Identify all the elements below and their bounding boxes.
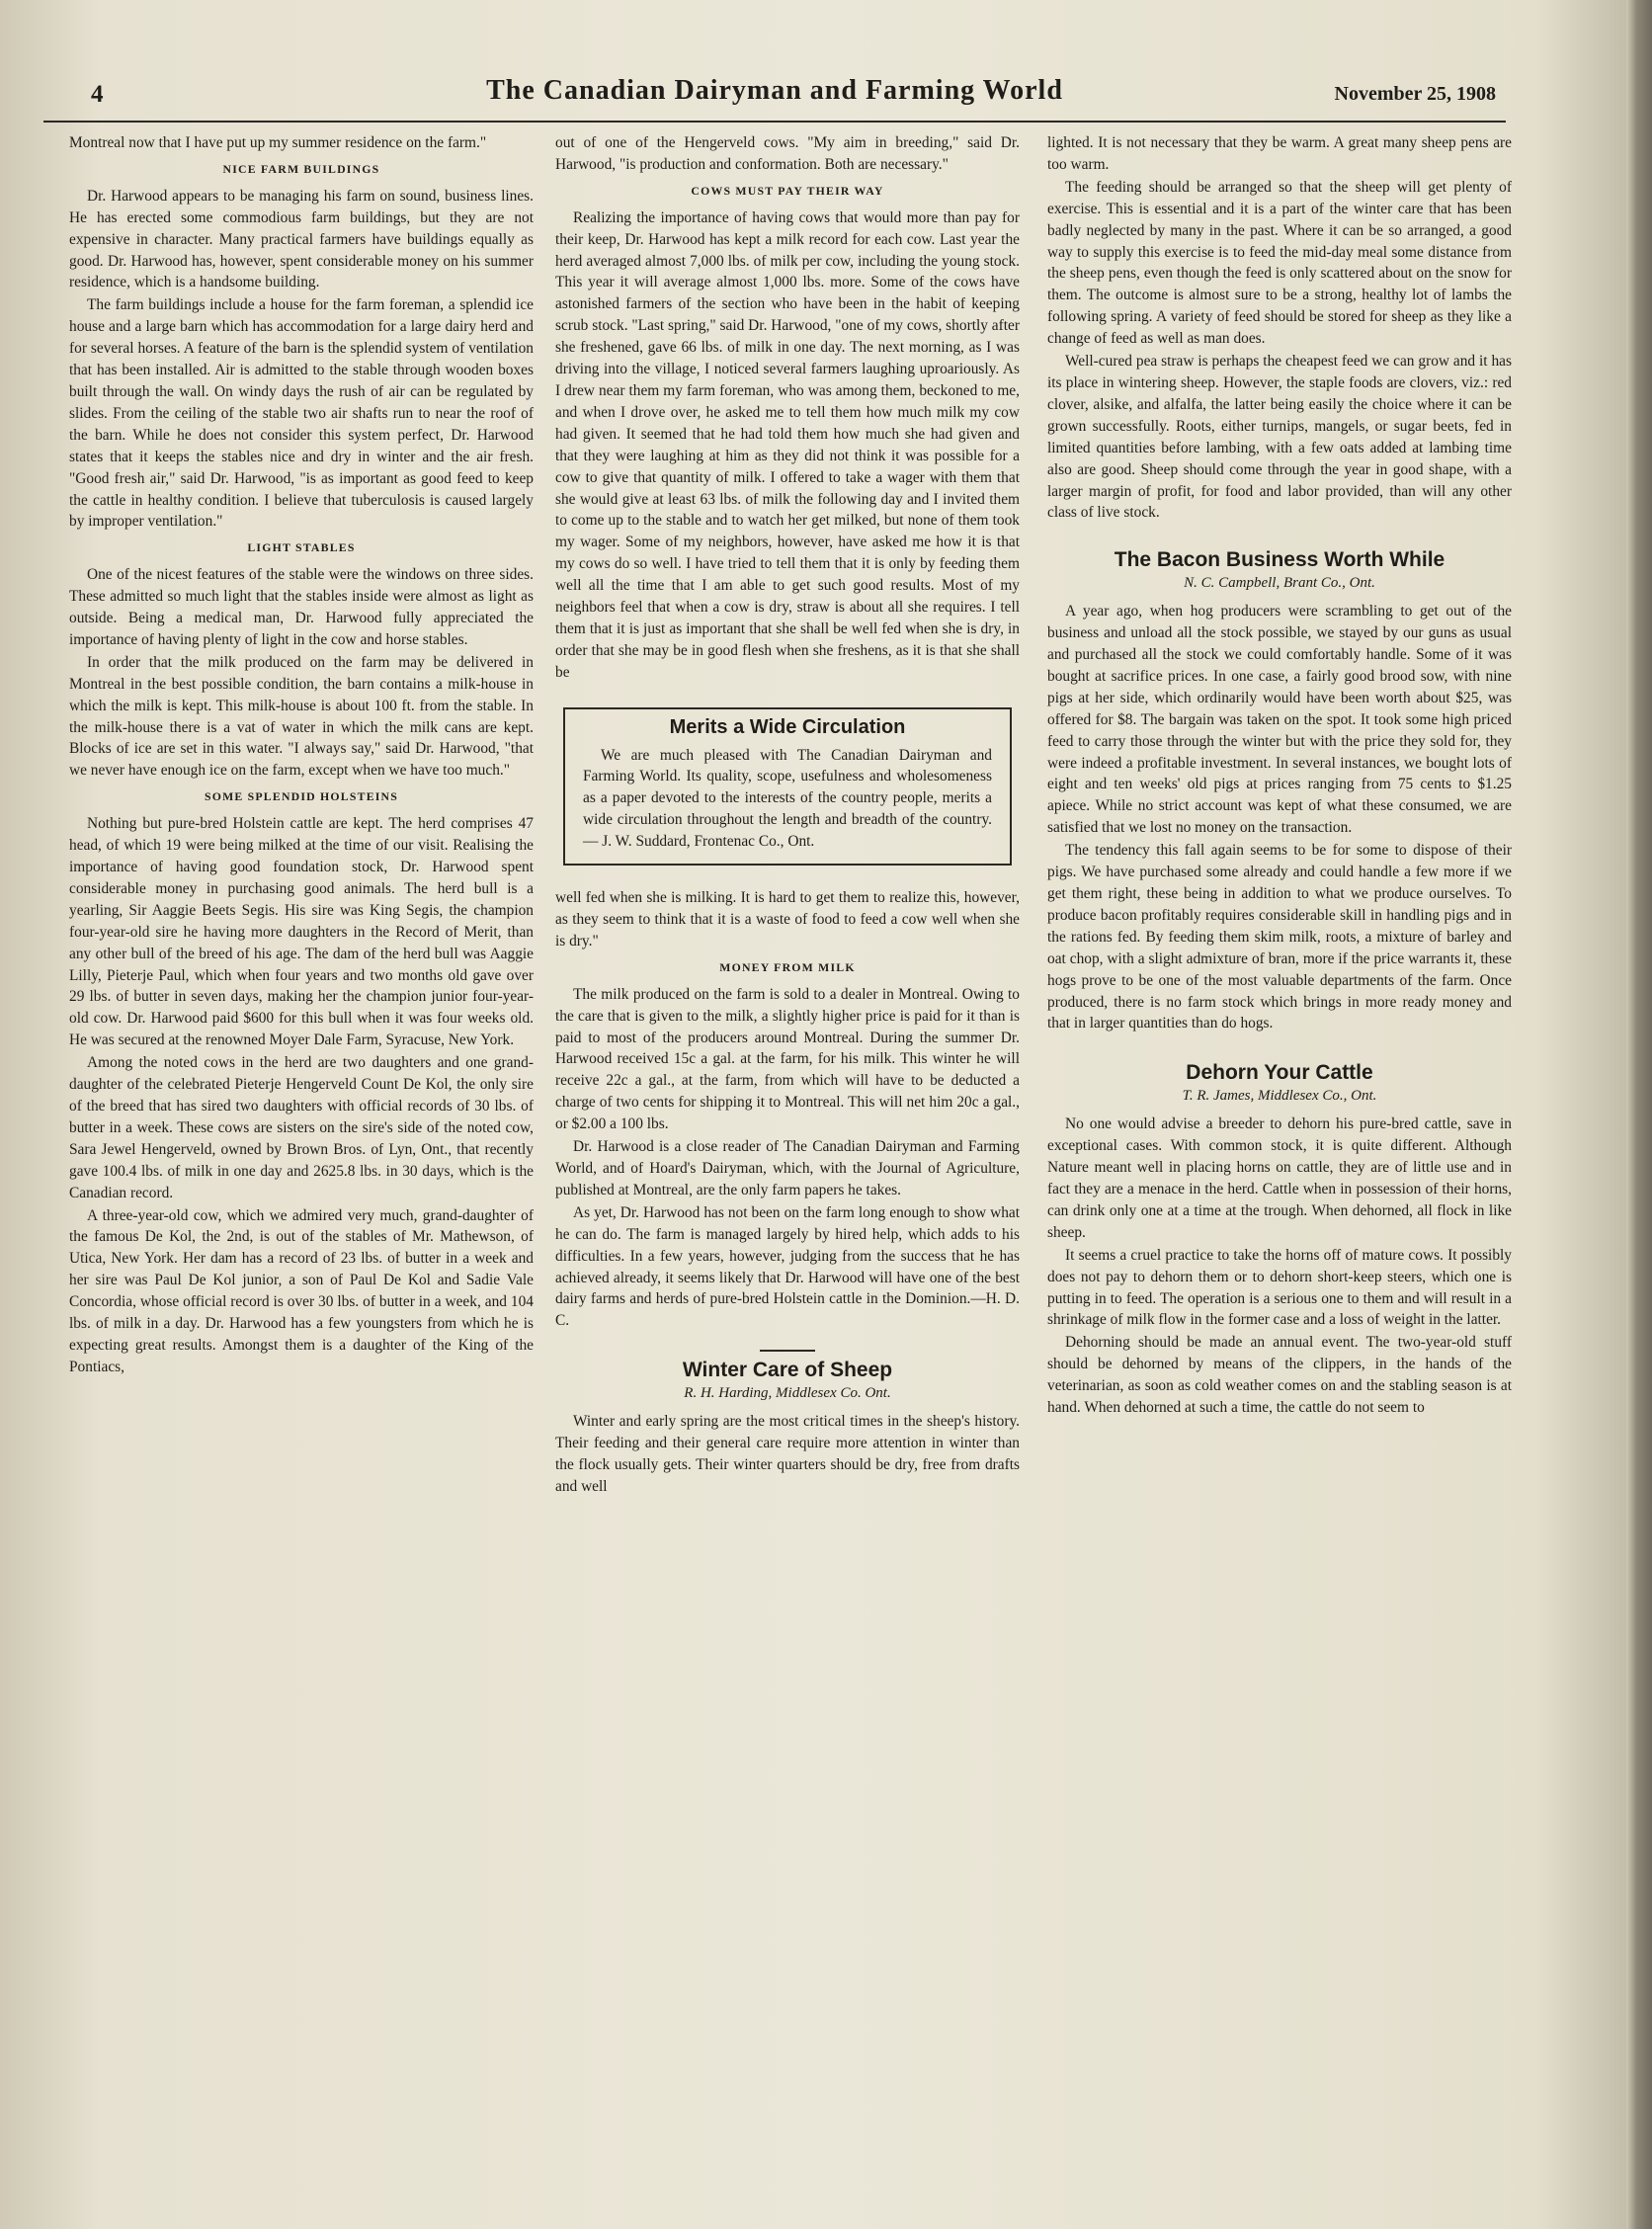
paragraph: Dr. Harwood appears to be managing his farm on sound, business lines. He has erected some commodious farm buildings, but they are not expensive in character. Many practical farmers have buildings equally as good. Dr. Harwood has, however, spent considerable money on his summer residence, which is a handsome building. [69,187,534,291]
divider-rule [760,1350,815,1352]
paragraph: The farm buildings include a house for the farm foreman, a splendid ice house and a large barn which has accommodation for a large dairy herd and for several horses. A feature of the barn is the splendid system of ventilation that has been installed. Air is admitted to the stable through wooden boxes built through the wall. On windy days the rush of air can be regulated by slides. From the ceiling of the stable two air shafts run to near the roof of the barn. While he does not consider this system perfect, Dr. Harwood states that it keeps the stables nice and dry in winter and the air fresh. "Good fresh air," said Dr. Harwood, "is as important as good feed to keep the cattle in healthy condition. I believe that tuberculosis is caused largely by improper ventilation." [69,296,534,531]
paragraph: As yet, Dr. Harwood has not been on the farm long enough to show what he can do. The farm is managed largely by hired help, which adds to his difficulties. In a few years, however, judging from the success that he has achieved already, it seems likely that Dr. Harwood will have one of the best dairy farms and herds of pure-bred Holstein cattle in the Dominion.—H. D. C. [555,1203,1020,1330]
publication-title: The Canadian Dairyman and Farming World [486,75,1063,106]
column-3 [1047,132,1512,1420]
paragraph: Nothing but pure-bred Holstein cattle are kept. The herd comprises 47 head, of which 19 were being milked at the time of our visit. Realising the importance of having good foundation stock, Dr. Harwood spent considerable money in purchasing good animals. The herd bull is a yearling, Sir Aaggie Beets Segis. His sire was King Segis, the champion four-year-old sire he having more daughters in the Record of Merit, than any other bull of the breed of his age. The dam of the herd bull was Aaggie Lilly, Pieterje Paul, which when four years and two months old gave over 29 lbs. of butter in seven days, making her the champion junior four-year-old cow. Dr. Harwood paid $600 for this bull when it was four weeks old. He was secured at the renowned Moyer Dale Farm, Syracuse, New York. [69,815,534,1049]
paragraph: Dehorning should be made an annual event. The two-year-old stuff should be dehorned by means of the clippers, in the hands of the veterinarian, as soon as cold weather comes on and the stabling season is at hand. When dehorned at such a time, the cattle do not seem to [1047,1334,1512,1417]
paragraph: Winter and early spring are the most critical times in the sheep's history. Their feeding and their general care require more attention in winter than the flock usually gets. Their winter quarters should be dry, free from drafts and well [555,1413,1020,1495]
article-headline: Winter Care of Sheep [682,1359,893,1382]
section-subhead: MONEY FROM MILK [719,959,856,974]
testimonial-box [563,707,1012,866]
paragraph: It seems a cruel practice to take the horns off of mature cows. It possibly does not pay to dehorn them or to dehorn short-keep steers, which one is putting in to feed. The operation is a serious one to them and will result in a shrinkage of milk flow in the former case and a loss of weight in the latter. [1047,1246,1512,1329]
paragraph: Dr. Harwood is a close reader of The Canadian Dairyman and Farming World, and of Hoard's Dairyman, which, with the Journal of Agriculture, published at Montreal, are the only farm papers he takes. [555,1138,1020,1198]
paragraph: Realizing the importance of having cows that would more than pay for their keep, Dr. Harwood has kept a milk record for each cow. Last year the herd averaged almost 7,000 lbs. of milk per cow, including the young stock. This year it will average almost 1,000 lbs. more. Some of the cows have astonished farmers of the section who have been in the habit of keeping scrub stock. "Last spring," said Dr. Harwood, "one of my cows, shortly after she freshened, gave 66 lbs. of milk in one day. The next morning, as I was driving into the village, I noticed several farmers laughing uproariously. As I drew near them my farm foreman, who was among them, beckoned to me, and when I drove over, he asked me to tell them how much milk my cow had given. It seemed that he had told them how much she had given and that they were laughing at him as they did not think it was possible for a cow to give that quantity of milk. I offered to take a wager with them that she would give at least 63 lbs. of milk the following day and I invited them to come up to the stable and to watch her get milked, but none of them took my wager. Some of my neighbors, however, have asked me how it is that my cows do so well. I have tried to tell them that it is only by feeding them well all the time that I am able to get such good results. Most of my neighbors feel that when a cow is dry, straw is about all she requires. I tell them that it is just as important that she shall be well fed when she is dry, in order that she may be in good flesh when she freshens, as it is that she shall be [555,208,1020,681]
paragraph: Montreal now that I have put up my summer residence on the farm." [69,134,487,151]
box-title: Merits a Wide Circulation [669,715,906,738]
issue-date: November 25, 1908 [1334,83,1496,105]
paragraph: The milk produced on the farm is sold to a dealer in Montreal. Owing to the care that is given to the milk, a slightly higher price is paid for it than is paid to most of the producers around Montreal. During the summer Dr. Harwood received 15c a gal. at the farm, for his milk. This winter he will receive 22c a gal., at the farm, from which will have to be deducted a charge of two cents for shipping it to Montreal. This will net him 20c a gal., or $2.00 a 100 lbs. [555,985,1020,1133]
paragraph: One of the nicest features of the stable were the windows on three sides. These admitted so much light that the stables inside were almost as light as outside. Being a medical man, Dr. Harwood fully appreciated the importance of having plenty of light in the cow and horse stables. [69,566,534,648]
article-byline: N. C. Campbell, Brant Co., Ont. [1184,575,1375,592]
page-number: 4 [91,81,104,108]
article-headline: Dehorn Your Cattle [1186,1061,1373,1085]
paragraph: The feeding should be arranged so that the sheep will get plenty of exercise. This is essential and it is a part of the winter care that has been badly neglected by many in the past. Where it can be so arranged, a good way to supply this exercise is to feed the mid-day meal some distance from the sheep pens, even though the feed is only scattered about on the snow for them. The outcome is almost sure to be a strong, healthy lot of lambs the following spring. A variety of feed should be stored for sheep as they like a change of feed as well as man does. [1047,178,1512,348]
paragraph: No one would advise a breeder to dehorn his pure-bred cattle, save in exceptional cases. With common stock, it is quite different. Although Nature meant well in placing horns on cattle, they are of little use and in fact they are a menace in the herd. Cattle when in possession of their horns, can drink only one at a time at the trough. When dehorned, all flock in like sheep. [1047,1115,1512,1241]
column-2 [555,132,1020,1499]
paragraph: In order that the milk produced on the farm may be delivered in Montreal in the best possible condition, the barn contains a milk-house in which the milk is kept. This milk-house is about 100 ft. from the stable. In the milk-house there is a vat of water in which the milk cans are kept. Blocks of ice are set in this water. "I always say," said Dr. Harwood, "that we never have enough ice on the farm, except when we have too much." [69,653,534,780]
paragraph: well fed when she is milking. It is hard to get them to realize this, however, as they seem to think that it is a waste of food to feed a cow well when she is dry." [555,889,1020,949]
page-edge-shadow [1626,0,1652,2229]
column-1 [69,132,534,1379]
paragraph: out of one of the Hengerveld cows. "My aim in breeding," said Dr. Harwood, "is production and conformation. Both are necessary." [555,134,1020,173]
paragraph: Well-cured pea straw is perhaps the cheapest feed we can grow and it has its place in wintering sheep. However, the staple foods are clovers, viz.: red clover, alsike, and alfalfa, the latter being easily the choice where it can be grown successfully. Roots, either turnips, mangels, or sugar beets, fed in limited quantities before lambing, with a few oats added at lambing time also are good. Sheep should come through the year in good shape, with a larger margin of profit, for food and labor provided, than will any other class of live stock. [1047,353,1512,522]
paragraph: The tendency this fall again seems to be for some to dispose of their pigs. We have purchased some already and could handle a few more if we get them right, these being in addition to what we produce ourselves. To produce bacon profitably requires considerable skill in handling pigs and in the rations fed. By feeding them skim milk, roots, a mixture of barley and oat chop, with a slight admixture of bran, more if the price warrants it, these hogs prove to be one of the most valuable departments of the farm. Once produced, there is no farm stock which brings in more ready money and that in larger quantities than do hogs. [1047,842,1512,1032]
page-header [43,75,1506,123]
paragraph: A year ago, when hog producers were scrambling to get out of the business and unload all the stock possible, we stayed by our guns as usual and purchased all the stock we could comfortably handle. Some of it was bought at sacrifice prices. In one case, a fairly good brood sow, with nine pigs at her side, which ordinarily would have been worth about $25, was offered for $8. The bargain was taken on the spot. It took some high priced feed to carry those through the winter but with the price they sold for, they were indeed a profitable investment. In several instances, we bought lots of eight and ten weeks' old pigs at prices ranging from 75 cents to $1.25 apiece. While no strict account was kept of what these consumed, we are satisfied that we lost no money on the transaction. [1047,603,1512,837]
section-subhead: SOME SPLENDID HOLSTEINS [204,789,399,804]
section-subhead: COWS MUST PAY THEIR WAY [691,183,884,198]
section-subhead: LIGHT STABLES [247,540,356,555]
paragraph: lighted. It is not necessary that they be warm. A great many sheep pens are too warm. [1047,134,1512,173]
paragraph: Among the noted cows in the herd are two daughters and one grand-daughter of the celebrated Pieterje Hengerveld Count De Kol, the only sire of the breed that has sired two daughters with official records of 30 lbs. of butter in a week. These cows are sisters on the sire's side of the noted cow, Sara Jewel Hengerveld, owned by Brown Bros. of Lyn, Ont., that recently gave 100.4 lbs. of milk in one day and 2625.8 lbs. in 30 days, which is the Canadian record. [69,1054,534,1201]
article-headline: The Bacon Business Worth While [1114,548,1446,572]
article-byline: T. R. James, Middlesex Co., Ont. [1182,1088,1377,1105]
box-text: We are much pleased with The Canadian Dairyman and Farming World. Its quality, scope, usefulness and wholesomeness as a paper devoted to the interests of the country people, merits a wide circulation throughout the length and breadth of the country.— J. W. Suddard, Frontenac Co., Ont. [583,746,992,851]
section-subhead: NICE FARM BUILDINGS [222,161,380,176]
paragraph: A three-year-old cow, which we admired very much, grand-daughter of the famous De Kol, the 2nd, is out of the stables of Mr. Mathewson, of Utica, New York. Her dam has a record of 23 lbs. of butter in a week and her sire was Paul De Kol junior, a son of Paul De Kol and Sadie Vale Concordia, whose official record is over 30 lbs. of butter in a week, and 104 lbs. of milk in a day. Dr. Harwood has a few youngsters from which he is expecting great results. Amongst them is a daughter of the King of the Pontiacs, [69,1206,534,1375]
article-byline: R. H. Harding, Middlesex Co. Ont. [684,1385,891,1402]
